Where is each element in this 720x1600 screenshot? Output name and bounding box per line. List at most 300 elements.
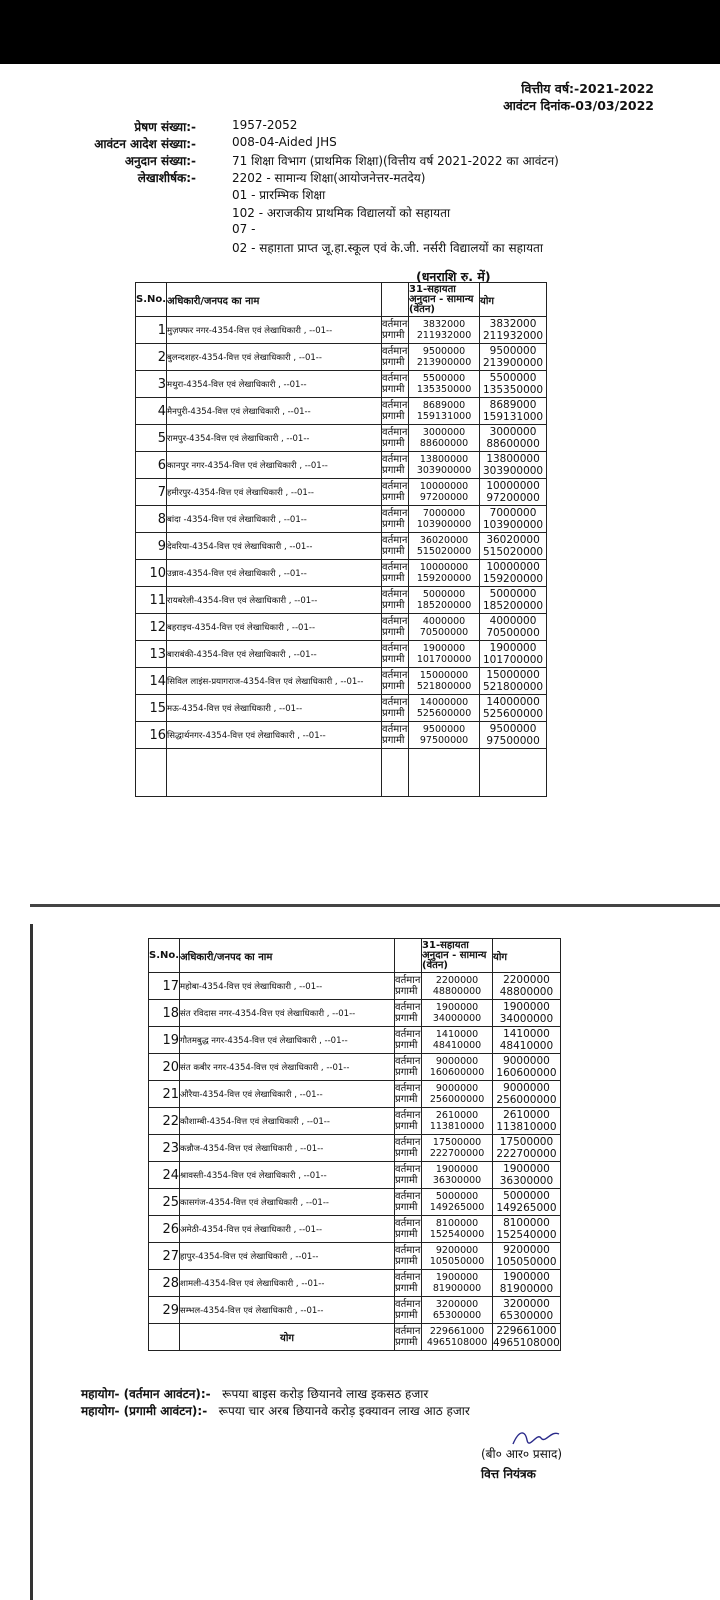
row-amount: [409, 587, 480, 614]
row-total: [493, 1270, 561, 1297]
row-officer-name: कौशाम्बी-4354-वित्त एवं लेखाधिकारी , --01--: [180, 1108, 395, 1135]
row-amount: [409, 344, 480, 371]
row-sno: 26: [149, 1216, 180, 1243]
col-total: योग: [493, 939, 561, 973]
row-type: [382, 722, 409, 749]
total-current: 8100000: [503, 1217, 550, 1229]
total-current: 9000000: [503, 1055, 550, 1067]
total-progressive: 105050000: [496, 1256, 557, 1268]
row-sno: 2: [136, 344, 167, 371]
amount-progressive: 103900000: [416, 519, 472, 530]
row-officer-name: गौतमबुद्ध नगर-4354-वित्त एवं लेखाधिकारी , --01--: [180, 1027, 395, 1054]
amount-current: 4000000: [422, 616, 466, 627]
table-row: [136, 668, 547, 695]
type-current: वर्तमान: [382, 427, 408, 438]
total-current: 13800000: [486, 453, 540, 465]
row-type: [382, 317, 409, 344]
amount-progressive: 48800000: [432, 986, 482, 997]
row-type: [395, 1216, 422, 1243]
row-sno: 10: [136, 560, 167, 587]
row-amount: [422, 1189, 493, 1216]
total-progressive: 34000000: [499, 1013, 554, 1025]
row-total: [493, 1027, 561, 1054]
row-officer-name: बहराइच-4354-वित्त एवं लेखाधिकारी , --01--: [167, 614, 382, 641]
table-row: [149, 1081, 561, 1108]
table-row: [149, 1297, 561, 1324]
table-row: [136, 614, 547, 641]
row-amount: [422, 1243, 493, 1270]
table-row: [136, 479, 547, 506]
row-amount: [422, 973, 493, 1000]
type-progressive: प्रगामी: [395, 1310, 418, 1321]
allotment-meta: [56, 78, 696, 288]
amount-current: 9000000: [435, 1056, 479, 1067]
row-amount: [409, 425, 480, 452]
row-sno: 22: [149, 1108, 180, 1135]
type-progressive: प्रगामी: [382, 519, 405, 530]
row-type: [382, 695, 409, 722]
row-type: [395, 973, 422, 1000]
row-sno: 15: [136, 695, 167, 722]
row-sno: 11: [136, 587, 167, 614]
type-current: वर्तमान: [382, 562, 408, 573]
financial-year: वित्तीय वर्ष:-2021-2022: [521, 81, 654, 96]
type-progressive: प्रगामी: [382, 492, 405, 503]
unit-note: (धनराशि रु. में): [416, 269, 491, 284]
meta-label: प्रेषण संख्या:-: [134, 120, 196, 134]
row-officer-name: बांदा -4354-वित्त एवं लेखाधिकारी , --01--: [167, 506, 382, 533]
amount-current: 3832000: [422, 319, 466, 330]
table-row: [149, 1000, 561, 1027]
row-sno: 27: [149, 1243, 180, 1270]
col-name: अधिकारी/जनपद का नाम: [180, 939, 395, 973]
grand-total: [81, 1386, 470, 1420]
row-total: [493, 1135, 561, 1162]
amount-progressive: 152540000: [429, 1229, 485, 1240]
summary-row: [149, 1324, 561, 1351]
row-type: [395, 1000, 422, 1027]
row-officer-name: कासगंज-4354-वित्त एवं लेखाधिकारी , --01--: [180, 1189, 395, 1216]
type-progressive: प्रगामी: [382, 654, 405, 665]
signatory-title: वित्त नियंत्रक: [481, 1467, 536, 1481]
table-row: [149, 973, 561, 1000]
type-current: वर्तमान: [382, 643, 408, 654]
row-amount: [409, 695, 480, 722]
amount-progressive: 149265000: [429, 1202, 485, 1213]
col-sno: S.No.: [149, 939, 180, 973]
amount-progressive: 101700000: [416, 654, 472, 665]
amount-current: 2200000: [435, 975, 479, 986]
amount-progressive: 159131000: [416, 411, 472, 422]
amount-progressive: 88600000: [419, 438, 469, 449]
col-total: योग: [480, 283, 547, 317]
row-type: [382, 614, 409, 641]
phone-status-bar: [0, 0, 720, 64]
total-progressive: 81900000: [499, 1283, 554, 1295]
row-sno: 1: [136, 317, 167, 344]
row-sno: 8: [136, 506, 167, 533]
table-row: [149, 1135, 561, 1162]
table-row: [136, 371, 547, 398]
type-current: वर्तमान: [395, 1110, 421, 1121]
table-row: [136, 641, 547, 668]
amount-progressive: 97500000: [419, 735, 469, 746]
allotment-table-page-2: [148, 938, 561, 1351]
row-sno: 9: [136, 533, 167, 560]
total-progressive: 211932000: [482, 330, 544, 342]
table-row: [136, 425, 547, 452]
col-amount: 31-सहायता अनुदान - सामान्य (वेतन): [409, 283, 480, 317]
row-amount: [422, 1027, 493, 1054]
grand-total-progressive: [81, 1403, 470, 1420]
row-amount: [422, 1081, 493, 1108]
type-current: वर्तमान: [395, 1083, 421, 1094]
row-type: [382, 641, 409, 668]
meta-label: आवंटन आदेश संख्या:-: [94, 137, 196, 151]
amount-current: 5500000: [422, 373, 466, 384]
type-current: वर्तमान: [382, 535, 408, 546]
meta-value: 1957-2052: [232, 118, 298, 132]
row-amount: [409, 614, 480, 641]
table-row: [136, 533, 547, 560]
amount-progressive: 135350000: [416, 384, 472, 395]
signatory-name: (बी० आर० प्रसाद): [481, 1447, 563, 1461]
type-progressive: प्रगामी: [382, 384, 405, 395]
total-current: 15000000: [486, 669, 540, 681]
head-line: 07 -: [232, 222, 256, 236]
total-current: 1410000: [503, 1028, 550, 1040]
amount-progressive: 213900000: [416, 357, 472, 368]
amount-current: 1900000: [435, 1272, 479, 1283]
row-type: [382, 371, 409, 398]
row-amount: [422, 1216, 493, 1243]
row-officer-name: श्रावस्ती-4354-वित्त एवं लेखाधिकारी , --01--: [180, 1162, 395, 1189]
row-sno: 5: [136, 425, 167, 452]
total-progressive: 36300000: [499, 1175, 554, 1187]
type-progressive: प्रगामी: [395, 1121, 418, 1132]
amount-current: 1900000: [422, 643, 466, 654]
row-sno: 13: [136, 641, 167, 668]
row-amount: [409, 668, 480, 695]
row-type: [395, 1027, 422, 1054]
row-total: [480, 695, 547, 722]
amount-current: 17500000: [432, 1137, 482, 1148]
total-progressive: 88600000: [486, 438, 540, 450]
row-officer-name: देवरिया-4354-वित्त एवं लेखाधिकारी , --01--: [167, 533, 382, 560]
amount-current: 8100000: [435, 1218, 479, 1229]
summary-label: योग: [180, 1324, 395, 1351]
row-officer-name: मथुरा-4354-वित्त एवं लेखाधिकारी , --01--: [167, 371, 382, 398]
amount-current: 9500000: [422, 724, 466, 735]
type-progressive: प्रगामी: [382, 438, 405, 449]
row-sno: 20: [149, 1054, 180, 1081]
total-current: 10000000: [486, 480, 540, 492]
row-officer-name: बाराबंकी-4354-वित्त एवं लेखाधिकारी , --01--: [167, 641, 382, 668]
row-sno: 24: [149, 1162, 180, 1189]
row-sno: 28: [149, 1270, 180, 1297]
row-type: [382, 425, 409, 452]
amount-current: 9000000: [435, 1083, 479, 1094]
total-progressive: 149265000: [496, 1202, 557, 1214]
row-sno: 16: [136, 722, 167, 749]
type-progressive: प्रगामी: [382, 600, 405, 611]
total-progressive: 70500000: [486, 627, 540, 639]
total-progressive: 48800000: [499, 986, 554, 998]
amount-current: 2610000: [435, 1110, 479, 1121]
meta-value: 2202 - सामान्य शिक्षा(आयोजनेत्तर-मतदेय): [232, 171, 426, 185]
row-total: [493, 1081, 561, 1108]
row-total: [480, 641, 547, 668]
row-sno: 12: [136, 614, 167, 641]
amount-progressive: 36300000: [432, 1175, 482, 1186]
amount-current: 7000000: [422, 508, 466, 519]
amount-current: 9200000: [435, 1245, 479, 1256]
row-sno: 19: [149, 1027, 180, 1054]
amount-current: 1410000: [435, 1029, 479, 1040]
amount-progressive: 160600000: [429, 1067, 485, 1078]
row-total: [480, 614, 547, 641]
type-progressive: प्रगामी: [395, 1229, 418, 1240]
type-progressive: प्रगामी: [382, 465, 405, 476]
row-officer-name: हापुर-4354-वित्त एवं लेखाधिकारी , --01--: [180, 1243, 395, 1270]
amount-progressive: 159200000: [416, 573, 472, 584]
total-current: 10000000: [486, 561, 540, 573]
col-sno: S.No.: [136, 283, 167, 317]
row-total: [493, 1054, 561, 1081]
signatory-block: [481, 1444, 562, 1484]
row-total: [493, 1162, 561, 1189]
amount-progressive: 185200000: [416, 600, 472, 611]
total-current: 9200000: [503, 1244, 550, 1256]
row-type: [382, 452, 409, 479]
row-total: [480, 479, 547, 506]
row-officer-name: संत कबीर नगर-4354-वित्त एवं लेखाधिकारी , --01--: [180, 1054, 395, 1081]
type-progressive: प्रगामी: [395, 1202, 418, 1213]
total-progressive: 135350000: [482, 384, 544, 396]
meta-label: अनुदान संख्या:-: [124, 154, 196, 168]
row-amount: [409, 641, 480, 668]
type-current: वर्तमान: [395, 1164, 421, 1175]
total-current: 36020000: [486, 534, 540, 546]
row-officer-name: महोबा-4354-वित्त एवं लेखाधिकारी , --01--: [180, 973, 395, 1000]
amount-progressive: 521800000: [416, 681, 472, 692]
total-current: 5000000: [503, 1190, 550, 1202]
row-sno: 25: [149, 1189, 180, 1216]
row-officer-name: औरैया-4354-वित्त एवं लेखाधिकारी , --01--: [180, 1081, 395, 1108]
type-current: वर्तमान: [382, 724, 408, 735]
table-row: [136, 452, 547, 479]
amount-current: 1900000: [435, 1002, 479, 1013]
total-current: 14000000: [486, 696, 540, 708]
row-amount: [422, 1297, 493, 1324]
row-officer-name: रायबरेली-4354-वित्त एवं लेखाधिकारी , --01--: [167, 587, 382, 614]
meta-value: 71 शिक्षा विभाग (प्राथमिक शिक्षा)(वित्तीय वर्ष 2021-2022 का आवंटन): [232, 154, 559, 168]
row-officer-name: मऊ-4354-वित्त एवं लेखाधिकारी , --01--: [167, 695, 382, 722]
row-amount: [409, 317, 480, 344]
total-current: 9500000: [489, 345, 537, 357]
row-total: [480, 560, 547, 587]
row-total: [480, 317, 547, 344]
type-current: वर्तमान: [382, 400, 408, 411]
amount-current: 3200000: [435, 1299, 479, 1310]
row-officer-name: रामपुर-4354-वित्त एवं लेखाधिकारी , --01--: [167, 425, 382, 452]
type-progressive: प्रगामी: [395, 1283, 418, 1294]
table-row: [149, 1216, 561, 1243]
type-progressive: प्रगामी: [382, 546, 405, 557]
total-current: 1900000: [489, 642, 537, 654]
row-type: [395, 1270, 422, 1297]
table-row: [149, 1270, 561, 1297]
total-current: 9000000: [503, 1082, 550, 1094]
type-progressive: प्रगामी: [395, 1337, 418, 1348]
total-progressive: 113810000: [496, 1121, 557, 1133]
row-type: [382, 533, 409, 560]
amount-progressive: 211932000: [416, 330, 472, 341]
row-type: [395, 1081, 422, 1108]
row-officer-name: अमेठी-4354-वित्त एवं लेखाधिकारी , --01--: [180, 1216, 395, 1243]
grand-total-label: महायोग- (प्रगामी आवंटन):-: [81, 1404, 208, 1418]
total-current: 9500000: [489, 723, 537, 735]
row-amount: [409, 560, 480, 587]
amount-progressive: 48410000: [432, 1040, 482, 1051]
type-progressive: प्रगामी: [382, 708, 405, 719]
amount-progressive: 222700000: [429, 1148, 485, 1159]
row-officer-name: उन्नाव-4354-वित्त एवं लेखाधिकारी , --01--: [167, 560, 382, 587]
type-progressive: प्रगामी: [382, 330, 405, 341]
row-total: [493, 973, 561, 1000]
head-line: 02 - सहाग़ता प्राप्त जू.हा.स्कूल एवं के.जी. नर्सरी विद्यालयों का सहायता: [232, 241, 543, 255]
summary-sno: [149, 1324, 180, 1351]
row-officer-name: सिविल लाइंस-प्रयागराज-4354-वित्त एवं लेखाधिकारी , --01--: [167, 668, 382, 695]
row-total: [493, 1243, 561, 1270]
row-sno: 21: [149, 1081, 180, 1108]
row-type: [382, 344, 409, 371]
total-progressive: 185200000: [482, 600, 544, 612]
col-type: [382, 283, 409, 317]
type-progressive: प्रगामी: [395, 1094, 418, 1105]
table-row: [136, 722, 547, 749]
row-type: [382, 587, 409, 614]
head-line: 01 - प्रारम्भिक शिक्षा: [232, 188, 326, 202]
total-progressive: 101700000: [482, 654, 544, 666]
summary-total-progressive: 4965108000: [493, 1337, 560, 1349]
document-page-2: [30, 924, 720, 1600]
col-name: अधिकारी/जनपद का नाम: [167, 283, 382, 317]
total-current: 4000000: [489, 615, 537, 627]
row-sno: 4: [136, 398, 167, 425]
type-progressive: प्रगामी: [395, 986, 418, 997]
row-type: [395, 1054, 422, 1081]
row-total: [480, 722, 547, 749]
type-current: वर्तमान: [395, 1299, 421, 1310]
type-progressive: प्रगामी: [395, 1040, 418, 1051]
type-current: वर्तमान: [382, 589, 408, 600]
table-row: [149, 1027, 561, 1054]
table-row: [149, 1054, 561, 1081]
col-type: [395, 939, 422, 973]
row-amount: [409, 398, 480, 425]
table-row: [136, 506, 547, 533]
row-amount: [409, 506, 480, 533]
amount-progressive: 515020000: [416, 546, 472, 557]
row-officer-name: सम्भल-4354-वित्त एवं लेखाधिकारी , --01--: [180, 1297, 395, 1324]
row-total: [480, 371, 547, 398]
row-officer-name: कन्नौज-4354-वित्त एवं लेखाधिकारी , --01--: [180, 1135, 395, 1162]
type-current: वर्तमान: [395, 1029, 421, 1040]
type-current: वर्तमान: [395, 975, 421, 986]
amount-progressive: 34000000: [432, 1013, 482, 1024]
row-sno: 18: [149, 1000, 180, 1027]
type-progressive: प्रगामी: [382, 357, 405, 368]
total-current: 3000000: [489, 426, 537, 438]
row-sno: 17: [149, 973, 180, 1000]
type-current: वर्तमान: [382, 508, 408, 519]
total-current: 7000000: [489, 507, 537, 519]
type-current: वर्तमान: [382, 346, 408, 357]
amount-current: 3000000: [422, 427, 466, 438]
row-type: [395, 1135, 422, 1162]
row-amount: [409, 533, 480, 560]
grand-total-current: [81, 1386, 470, 1403]
total-current: 1900000: [503, 1271, 550, 1283]
document-page-1: [32, 64, 720, 890]
type-progressive: प्रगामी: [382, 681, 405, 692]
row-total: [493, 1216, 561, 1243]
type-current: वर्तमान: [382, 373, 408, 384]
grand-total-words: रूपया बाइस करोड़ छियानवे लाख इकसठ हजार: [222, 1387, 429, 1401]
type-current: वर्तमान: [382, 319, 408, 330]
allotment-date: आवंटन दिनांक-03/03/2022: [503, 98, 654, 113]
row-amount: [422, 1054, 493, 1081]
amount-progressive: 70500000: [419, 627, 469, 638]
row-total: [480, 668, 547, 695]
row-amount: [409, 722, 480, 749]
row-total: [493, 1189, 561, 1216]
table-row: [136, 344, 547, 371]
total-progressive: 97500000: [486, 735, 540, 747]
row-amount: [422, 1162, 493, 1189]
meta-value: 008-04-Aided JHS: [232, 135, 337, 149]
type-current: वर्तमान: [382, 697, 408, 708]
table-row: [136, 317, 547, 344]
row-amount: [422, 1135, 493, 1162]
grand-total-words: रूपया चार अरब छियानवे करोड़ इक्यावन लाख आठ हजार: [218, 1404, 470, 1418]
total-current: 3200000: [503, 1298, 550, 1310]
row-total: [493, 1108, 561, 1135]
total-current: 17500000: [499, 1136, 554, 1148]
row-type: [395, 1189, 422, 1216]
amount-current: 5000000: [422, 589, 466, 600]
page-edge: [30, 904, 720, 907]
total-current: 1900000: [503, 1163, 550, 1175]
table-row: [149, 1108, 561, 1135]
row-sno: 3: [136, 371, 167, 398]
amount-progressive: 303900000: [416, 465, 472, 476]
row-officer-name: शामली-4354-वित्त एवं लेखाधिकारी , --01--: [180, 1270, 395, 1297]
row-amount: [422, 1270, 493, 1297]
total-progressive: 48410000: [499, 1040, 554, 1052]
head-line: 102 - अराजकीय प्राथमिक विद्यालयों को सहायता: [232, 206, 451, 220]
row-amount: [422, 1000, 493, 1027]
type-progressive: प्रगामी: [395, 1175, 418, 1186]
type-current: वर्तमान: [382, 454, 408, 465]
total-current: 2200000: [503, 974, 550, 986]
amount-current: 10000000: [419, 481, 469, 492]
row-amount: [409, 479, 480, 506]
total-progressive: 97200000: [486, 492, 540, 504]
amount-current: 5000000: [435, 1191, 479, 1202]
total-progressive: 65300000: [499, 1310, 554, 1322]
